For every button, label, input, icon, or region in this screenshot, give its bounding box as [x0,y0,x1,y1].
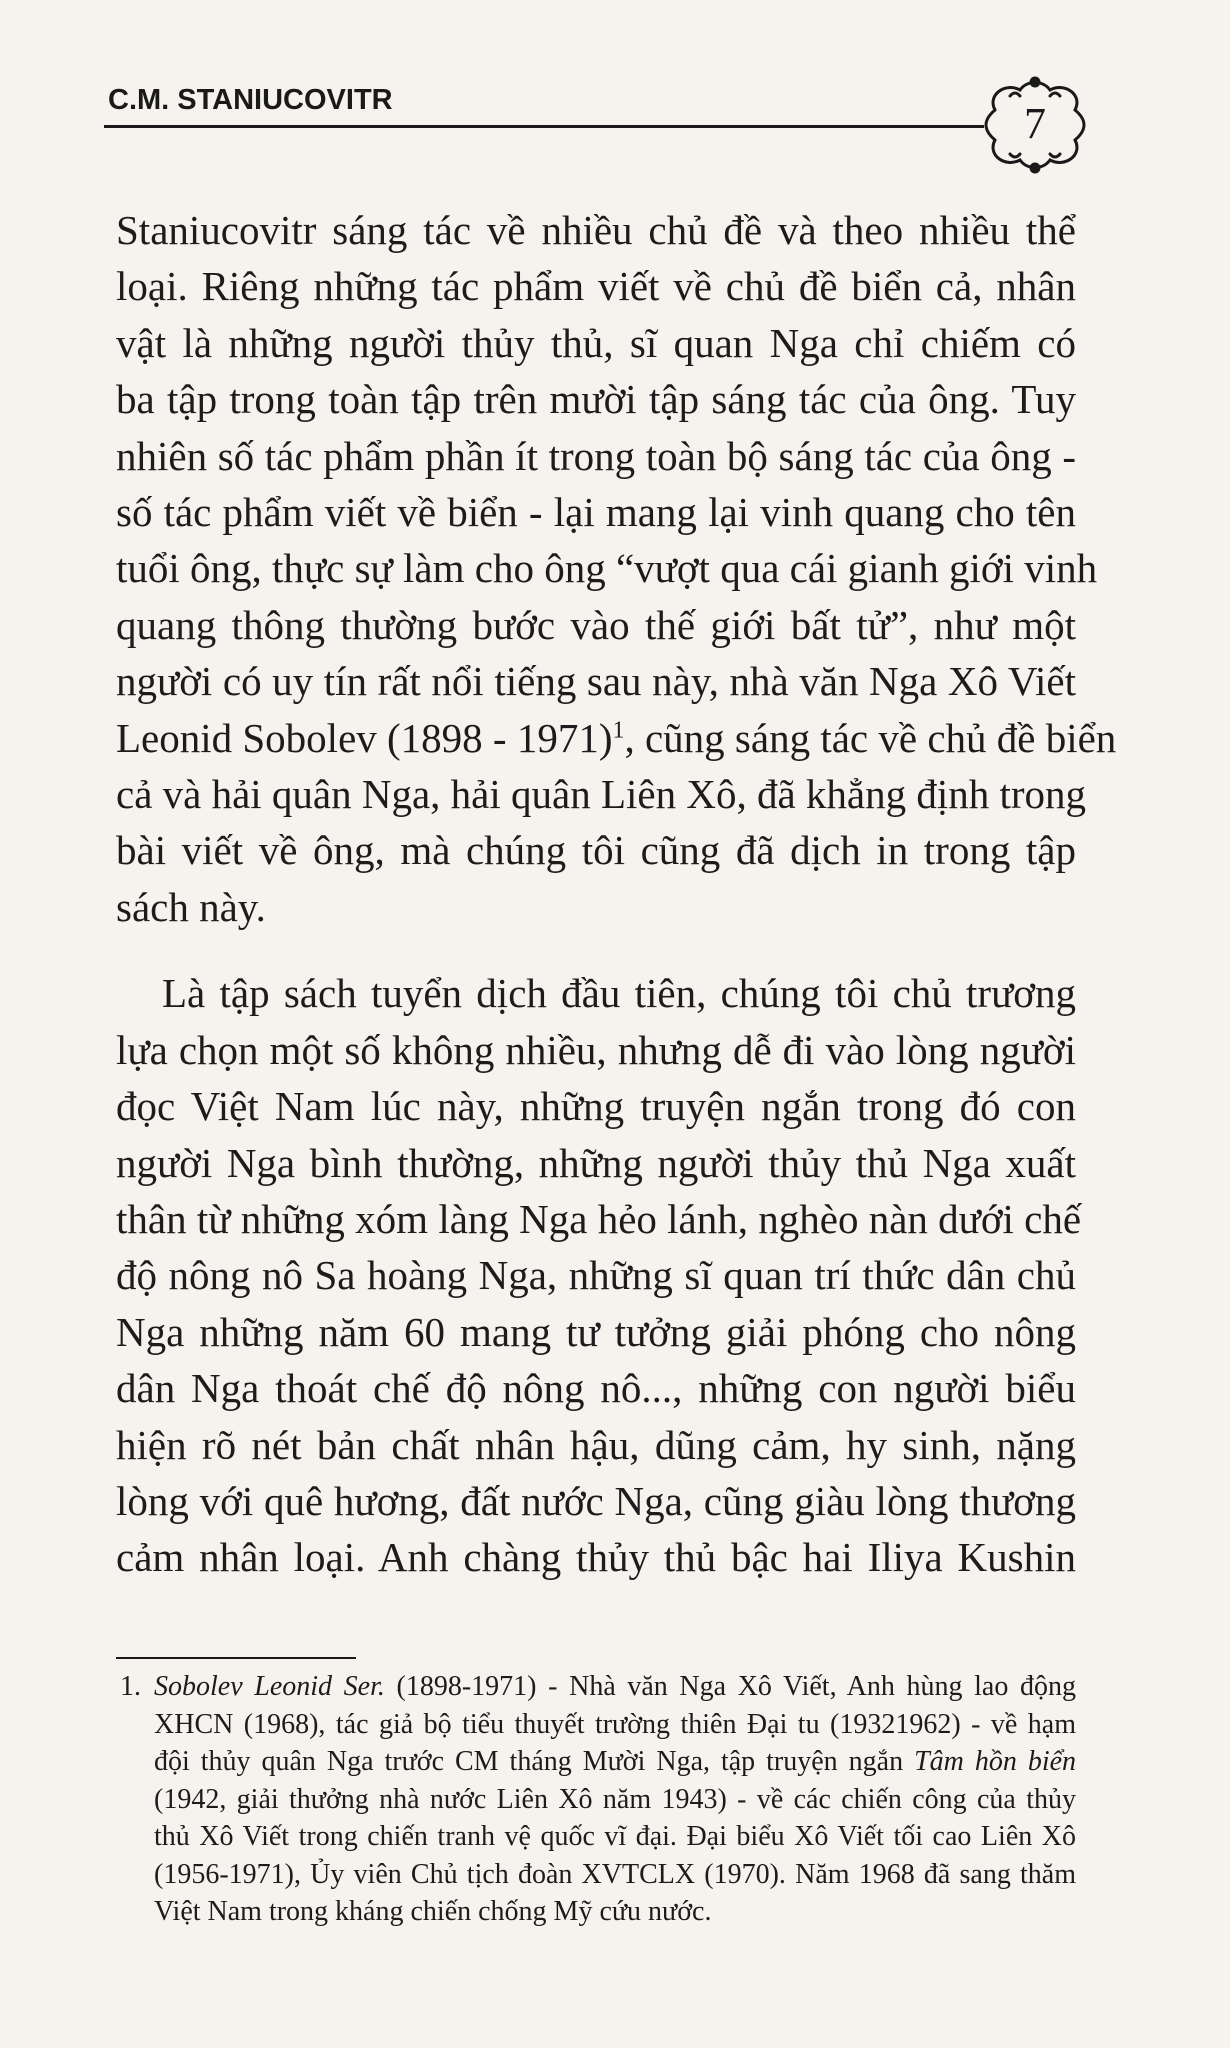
running-head: C.M. STANIUCOVITR [108,84,393,116]
text-line: loại. Riêng những tác phẩm viết về chủ đề biển cả, nhân [116,263,1076,310]
text-line: quang thông thường bước vào thế giới bất tử”, như một [116,601,1076,648]
footnote-name: Sobolev Leonid Ser. [154,1671,385,1702]
text-segment: Leonid Sobolev (1898 - 1971) [116,714,613,761]
footnote-line [120,1668,1076,1706]
text-line: người có uy tín rất nổi tiếng sau này, nhà văn Nga Xô Viết [116,658,1076,705]
text-line-with-footnote-ref [116,710,1117,766]
text-line: thân từ những xóm làng Nga hẻo lánh, nghèo nàn dưới chế [116,1195,1082,1242]
text-segment: đội thủy quân Nga trước CM tháng Mười Nga, tập truyện ngắn [154,1746,904,1777]
text-line: cảm nhân loại. Anh chàng thủy thủ bậc hai Iliya Kushin [116,1534,1076,1581]
paragraph-1 [116,202,1117,935]
text-line: lòng với quê hương, đất nước Nga, cũng giàu lòng thương [116,1477,1076,1524]
text-line: người Nga bình thường, những người thủy thủ Nga xuất [116,1139,1076,1186]
footnote-line: thủ Xô Viết trong chiến tranh vệ quốc vĩ đại. Đại biểu Xô Viết tối cao Liên Xô [154,1821,1076,1852]
paragraph-2 [116,965,1082,1585]
text-line: Staniucovitr sáng tác về nhiều chủ đề và theo nhiều thể [116,207,1076,253]
paragraph-gap [116,935,1076,965]
footnote-line: Việt Nam trong kháng chiến chống Mỹ cứu nước. [154,1896,712,1927]
text-line: nhiên số tác phẩm phần ít trong toàn bộ sáng tác của ông - [116,432,1076,479]
body-text [116,202,1117,1586]
text-line: dân Nga thoát chế độ nông nô..., những con người biểu [116,1365,1076,1412]
text-line: lựa chọn một số không nhiều, nhưng dễ đi vào lòng người [116,1026,1076,1073]
footnote-line: XHCN (1968), tác giả bộ tiểu thuyết trường thiên Đại tu (19321962) - về hạm [154,1708,1076,1740]
footnote-line: (1942, giải thưởng nhà nước Liên Xô năm 1943) - về các chiến công của thủy [154,1783,1076,1815]
text-line: độ nông nô Sa hoàng Nga, những sĩ quan trí thức dân chủ [116,1252,1076,1299]
footnote-rule [116,1657,356,1659]
text-line: ba tập trong toàn tập trên mười tập sáng tác của ông. Tuy [116,376,1076,423]
text-line: hiện rõ nét bản chất nhân hậu, dũng cảm, hy sinh, nặng [116,1421,1076,1468]
page-number: 7 [1024,99,1046,148]
text-line: vật là những người thủy thủ, sĩ quan Nga chỉ chiếm có [116,319,1076,366]
text-line: tuổi ông, thực sự làm cho ông “vượt qua cái gianh giới vinh [116,545,1098,592]
text-line: Là tập sách tuyển dịch đầu tiên, chúng tôi chủ trương [162,970,1076,1017]
text-segment: , cũng sáng tác về chủ đề biển [624,714,1117,761]
book-title: Tâm hồn biển [914,1746,1077,1777]
footnote-number: 1. [120,1671,141,1702]
text-line: cả và hải quân Nga, hải quân Liên Xô, đã khẳng định trong [116,771,1087,818]
footnote [120,1668,1076,1931]
footnote-line [120,1743,1076,1781]
text-line: Nga những năm 60 mang tư tưởng giải phóng cho nông [116,1308,1076,1355]
header-rule [104,125,984,128]
footnote-reference[interactable]: 1 [612,717,625,743]
text-line: số tác phẩm viết về biển - lại mang lại vinh quang cho tên [116,489,1076,536]
text-line: bài viết về ông, mà chúng tôi cũng đã dịch in trong tập [116,827,1076,874]
footnote-line: (1956-1971), Ủy viên Chủ tịch đoàn XVTCLX (1970). Năm 1968 đã sang thăm [154,1858,1076,1890]
text-line: sách này. [116,883,266,930]
text-segment: (1898-1971) - Nhà văn Nga Xô Viết, Anh hùng lao động [384,1671,1076,1702]
text-line: đọc Việt Nam lúc này, những truyện ngắn trong đó con [116,1083,1076,1130]
